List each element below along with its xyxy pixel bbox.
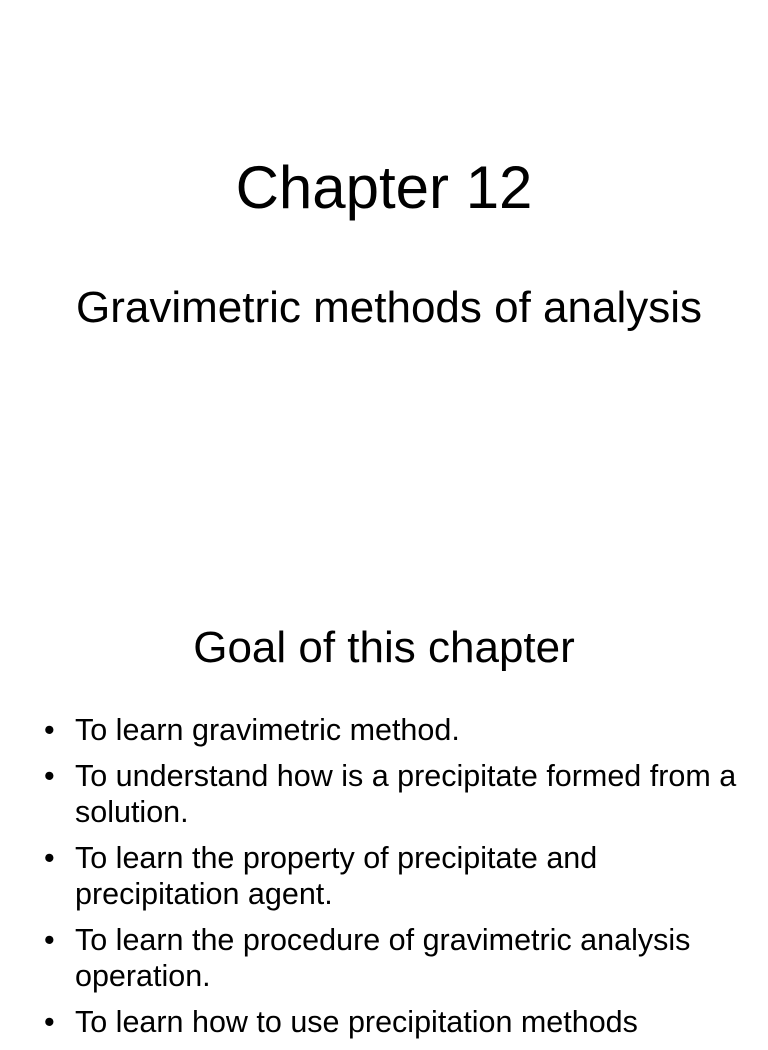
list-item-text: To learn gravimetric method.	[75, 713, 460, 747]
bullet-icon: •	[44, 1005, 55, 1039]
goals-title: Goal of this chapter	[193, 623, 575, 672]
goals-list	[44, 712, 744, 1050]
list-item-text: To learn the property of precipitate and precipitation agent.	[75, 841, 598, 911]
chapter-title: Chapter 12	[235, 154, 533, 221]
list-item	[44, 1004, 744, 1040]
list-item-text: To learn the procedure of gravimetric analysis operation.	[75, 923, 691, 993]
list-item	[44, 922, 744, 994]
bullet-icon: •	[44, 759, 55, 793]
list-item	[44, 712, 744, 748]
bullet-icon: •	[44, 713, 55, 747]
list-item	[44, 840, 744, 912]
bullet-icon: •	[44, 841, 55, 875]
list-item	[44, 758, 744, 830]
list-item-text: To understand how is a precipitate formed from a solution.	[75, 759, 737, 829]
bullet-icon: •	[44, 923, 55, 957]
goals-slide	[0, 576, 768, 1039]
list-item-text: To learn how to use precipitation methods	[75, 1005, 638, 1039]
chapter-subtitle: Gravimetric methods of analysis	[76, 283, 702, 332]
